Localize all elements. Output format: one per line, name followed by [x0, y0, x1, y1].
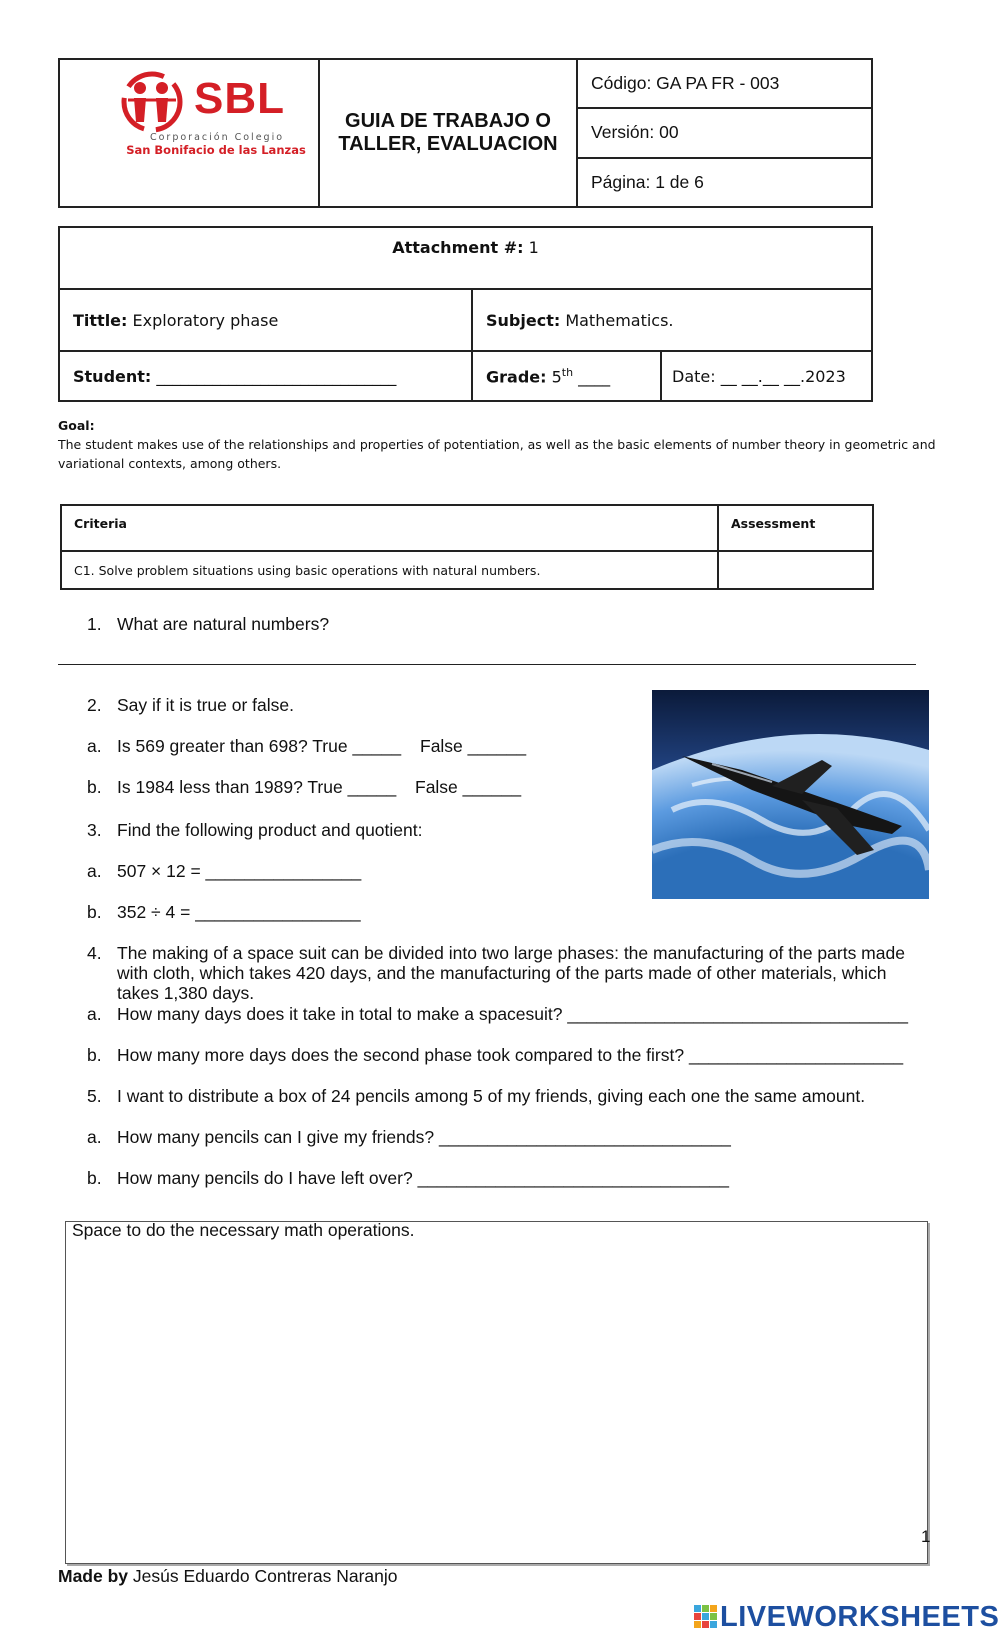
subject-value: Mathematics. [560, 310, 674, 330]
question-2a-letter: a. [87, 736, 102, 756]
title-line-1: GUIA DE TRABAJO O [345, 110, 551, 132]
question-2b-false[interactable]: False ______ [415, 777, 522, 797]
question-2b-letter: b. [87, 777, 102, 797]
question-3a-text[interactable]: 507 × 12 = ________________ [117, 861, 362, 881]
question-4-text [117, 943, 917, 1003]
author-name: Jesús Eduardo Contreras Naranjo [128, 1566, 398, 1586]
space-plane-illustration [652, 690, 929, 899]
grade-sup: th [561, 365, 574, 379]
question-2-text: Say if it is true or false. [117, 695, 295, 715]
title-label: Tittle: [73, 310, 128, 330]
question-5-text: I want to distribute a box of 24 pencils among 5 of my friends, giving each one the same amount. [117, 1086, 866, 1106]
page-cell: Página: 1 de 6 [577, 158, 872, 207]
question-5a-letter: a. [87, 1127, 102, 1147]
liveworksheets-text: LIVEWORKSHEETS [720, 1600, 1000, 1633]
logo-text: SBL [194, 74, 285, 123]
question-3a-letter: a. [87, 861, 102, 881]
header-table [58, 58, 873, 208]
question-5b-text[interactable]: How many pencils do I have left over? ________________________________ [117, 1168, 730, 1188]
title-line-2: TALLER, EVALUACION [338, 133, 558, 155]
grade-label: Grade: [486, 367, 547, 387]
criteria-c1: C1. Solve problem situations using basic operations with natural numbers. [61, 551, 718, 589]
question-3-text: Find the following product and quotient: [117, 820, 423, 840]
question-2-number: 2. [87, 695, 102, 715]
question-1-answer-line[interactable] [58, 664, 916, 665]
grade-blank[interactable]: ____ [573, 367, 611, 387]
question-1-number: 1. [87, 614, 102, 634]
question-5a-text[interactable]: How many pencils can I give my friends? ______________________________ [117, 1127, 731, 1147]
question-2b-text[interactable]: Is 1984 less than 1989? True _____ [117, 777, 397, 797]
student-cell[interactable] [59, 351, 472, 401]
attachment-table [58, 226, 873, 402]
question-4-number: 4. [87, 943, 102, 963]
footer-credit [58, 1566, 397, 1587]
question-3b-text[interactable]: 352 ÷ 4 = _________________ [117, 902, 361, 922]
assessment-header: Assessment [718, 505, 873, 551]
made-by-label: Made by [58, 1566, 129, 1586]
question-4a-text[interactable]: How many days does it take in total to make a spacesuit? ___________________________________ [117, 1004, 909, 1024]
criteria-header: Criteria [61, 505, 718, 551]
question-5-number: 5. [87, 1086, 102, 1106]
title-cell [59, 289, 472, 351]
version-cell: Versión: 00 [577, 108, 872, 157]
question-3b-letter: b. [87, 902, 102, 922]
goal-text-line-1: The student makes use of the relationships and properties of potentiation, as well as the basic elements of number theory in geometric and [58, 437, 936, 452]
liveworksheets-icon [694, 1605, 718, 1629]
document-title [319, 59, 577, 207]
question-4a-letter: a. [87, 1004, 102, 1024]
question-1-text: What are natural numbers? [117, 614, 330, 634]
student-blank[interactable]: ______________________________ [151, 366, 397, 386]
goal-text-line-2: variational contexts, among others. [58, 456, 282, 471]
question-2a-text[interactable]: Is 569 greater than 698? True _____ [117, 736, 402, 756]
school-logo-icon [114, 70, 194, 140]
date-cell[interactable]: Date: __ __.__ __.2023 [661, 351, 872, 401]
liveworksheets-logo [694, 1601, 999, 1633]
question-4-line-3: takes 1,380 days. [117, 983, 255, 1003]
question-5b-letter: b. [87, 1168, 102, 1188]
code-cell: Código: GA PA FR - 003 [577, 59, 872, 108]
title-value: Exploratory phase [127, 310, 279, 330]
page-number: 1 [921, 1527, 931, 1546]
question-3-number: 3. [87, 820, 102, 840]
question-4-line-2: with cloth, which takes 420 days, and the manufacturing of the parts made of other materials, which [117, 963, 887, 983]
attachment-cell [59, 227, 872, 289]
assessment-c1[interactable] [718, 551, 873, 589]
grade-cell[interactable] [472, 351, 661, 401]
logo-school-name: San Bonifacio de las Lanzas [126, 143, 306, 157]
attachment-label: Attachment #: [392, 238, 524, 257]
criteria-table [60, 504, 874, 590]
logo-subtitle: Corporación Colegio [149, 132, 285, 143]
subject-cell [472, 289, 872, 351]
student-label: Student: [73, 366, 152, 386]
space-plane-image [652, 690, 929, 899]
logo-cell [59, 59, 319, 207]
question-4-line-1: The making of a space suit can be divided into two large phases: the manufacturing of the parts made [117, 943, 905, 963]
question-4b-letter: b. [87, 1045, 102, 1065]
attachment-value: 1 [523, 238, 539, 257]
goal-label: Goal: [58, 418, 95, 433]
grade-value: 5 [546, 367, 562, 387]
workspace-label: Space to do the necessary math operations. [72, 1220, 415, 1240]
goal-text [58, 435, 958, 473]
question-2a-false[interactable]: False ______ [420, 736, 527, 756]
subject-label: Subject: [486, 310, 561, 330]
math-workspace[interactable] [65, 1220, 931, 1564]
question-4b-text[interactable]: How many more days does the second phase took compared to the first? ______________________ [117, 1045, 904, 1065]
